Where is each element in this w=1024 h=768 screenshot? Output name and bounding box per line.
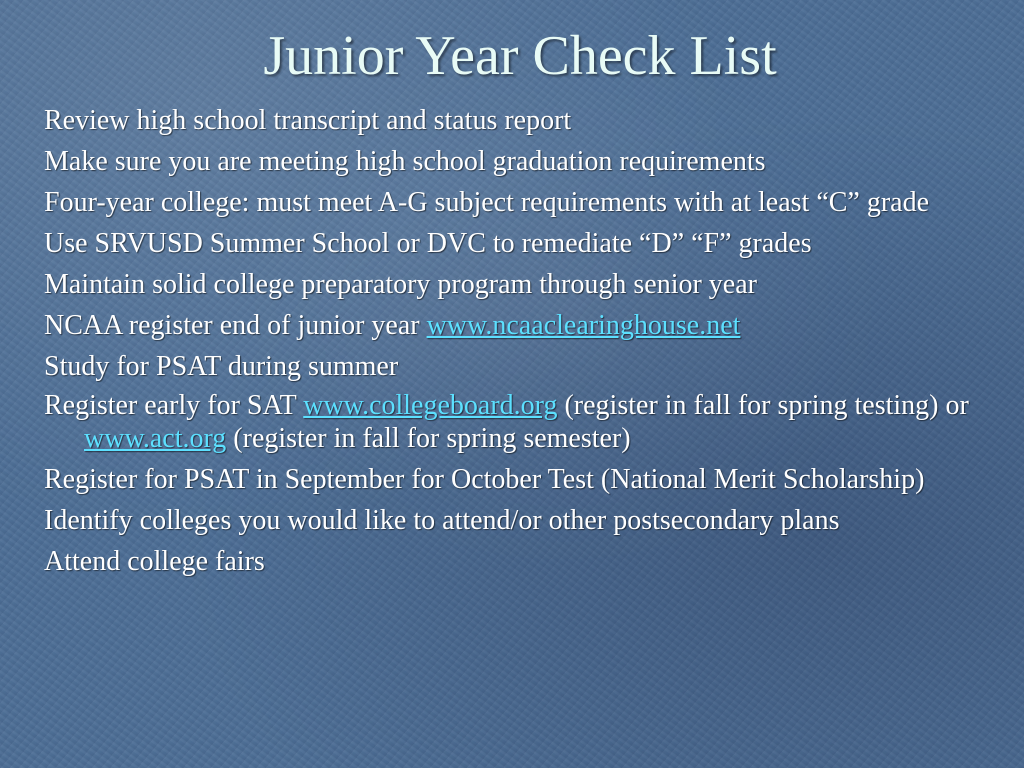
checklist-item-text: Register for PSAT in September for October Test (National Merit Scholarship) xyxy=(44,464,925,495)
checklist-item-text: Attend college fairs xyxy=(44,546,265,577)
checklist-item xyxy=(44,186,984,219)
checklist xyxy=(44,104,984,586)
checklist-item-text: Study for PSAT during summer xyxy=(44,351,399,382)
checklist-item-text: Review high school transcript and status report xyxy=(44,105,572,136)
checklist-item xyxy=(44,309,984,342)
checklist-item-text: NCAA register end of junior year xyxy=(44,310,427,341)
act-link[interactable]: www.act.org xyxy=(84,423,227,454)
checklist-item-text: Make sure you are meeting high school graduation requirements xyxy=(44,146,766,177)
checklist-item xyxy=(44,268,984,301)
slide-title: Junior Year Check List xyxy=(263,25,777,87)
checklist-item xyxy=(44,145,984,178)
ncaa-link[interactable]: www.ncaaclearinghouse.net xyxy=(426,310,741,341)
checklist-item xyxy=(44,350,984,383)
checklist-item xyxy=(44,104,984,137)
checklist-item xyxy=(44,389,984,455)
checklist-item-text: Identify colleges you would like to attend/or other postsecondary plans xyxy=(44,505,840,536)
checklist-item xyxy=(44,463,984,496)
collegeboard-link[interactable]: www.collegeboard.org xyxy=(303,390,558,421)
checklist-item-text: (register in fall for spring semester) xyxy=(226,423,631,454)
checklist-item-text: (register in fall for spring testing) or xyxy=(557,390,969,421)
checklist-item-text: Use SRVUSD Summer School or DVC to remediate “D” “F” grades xyxy=(44,228,812,259)
checklist-item xyxy=(44,545,984,578)
checklist-item xyxy=(44,504,984,537)
checklist-item-text: Four-year college: must meet A-G subject requirements with at least “C” grade xyxy=(44,187,930,218)
checklist-item-text: Register early for SAT xyxy=(44,390,304,421)
checklist-item-text: Maintain solid college preparatory program through senior year xyxy=(44,269,757,300)
checklist-item xyxy=(44,227,984,260)
